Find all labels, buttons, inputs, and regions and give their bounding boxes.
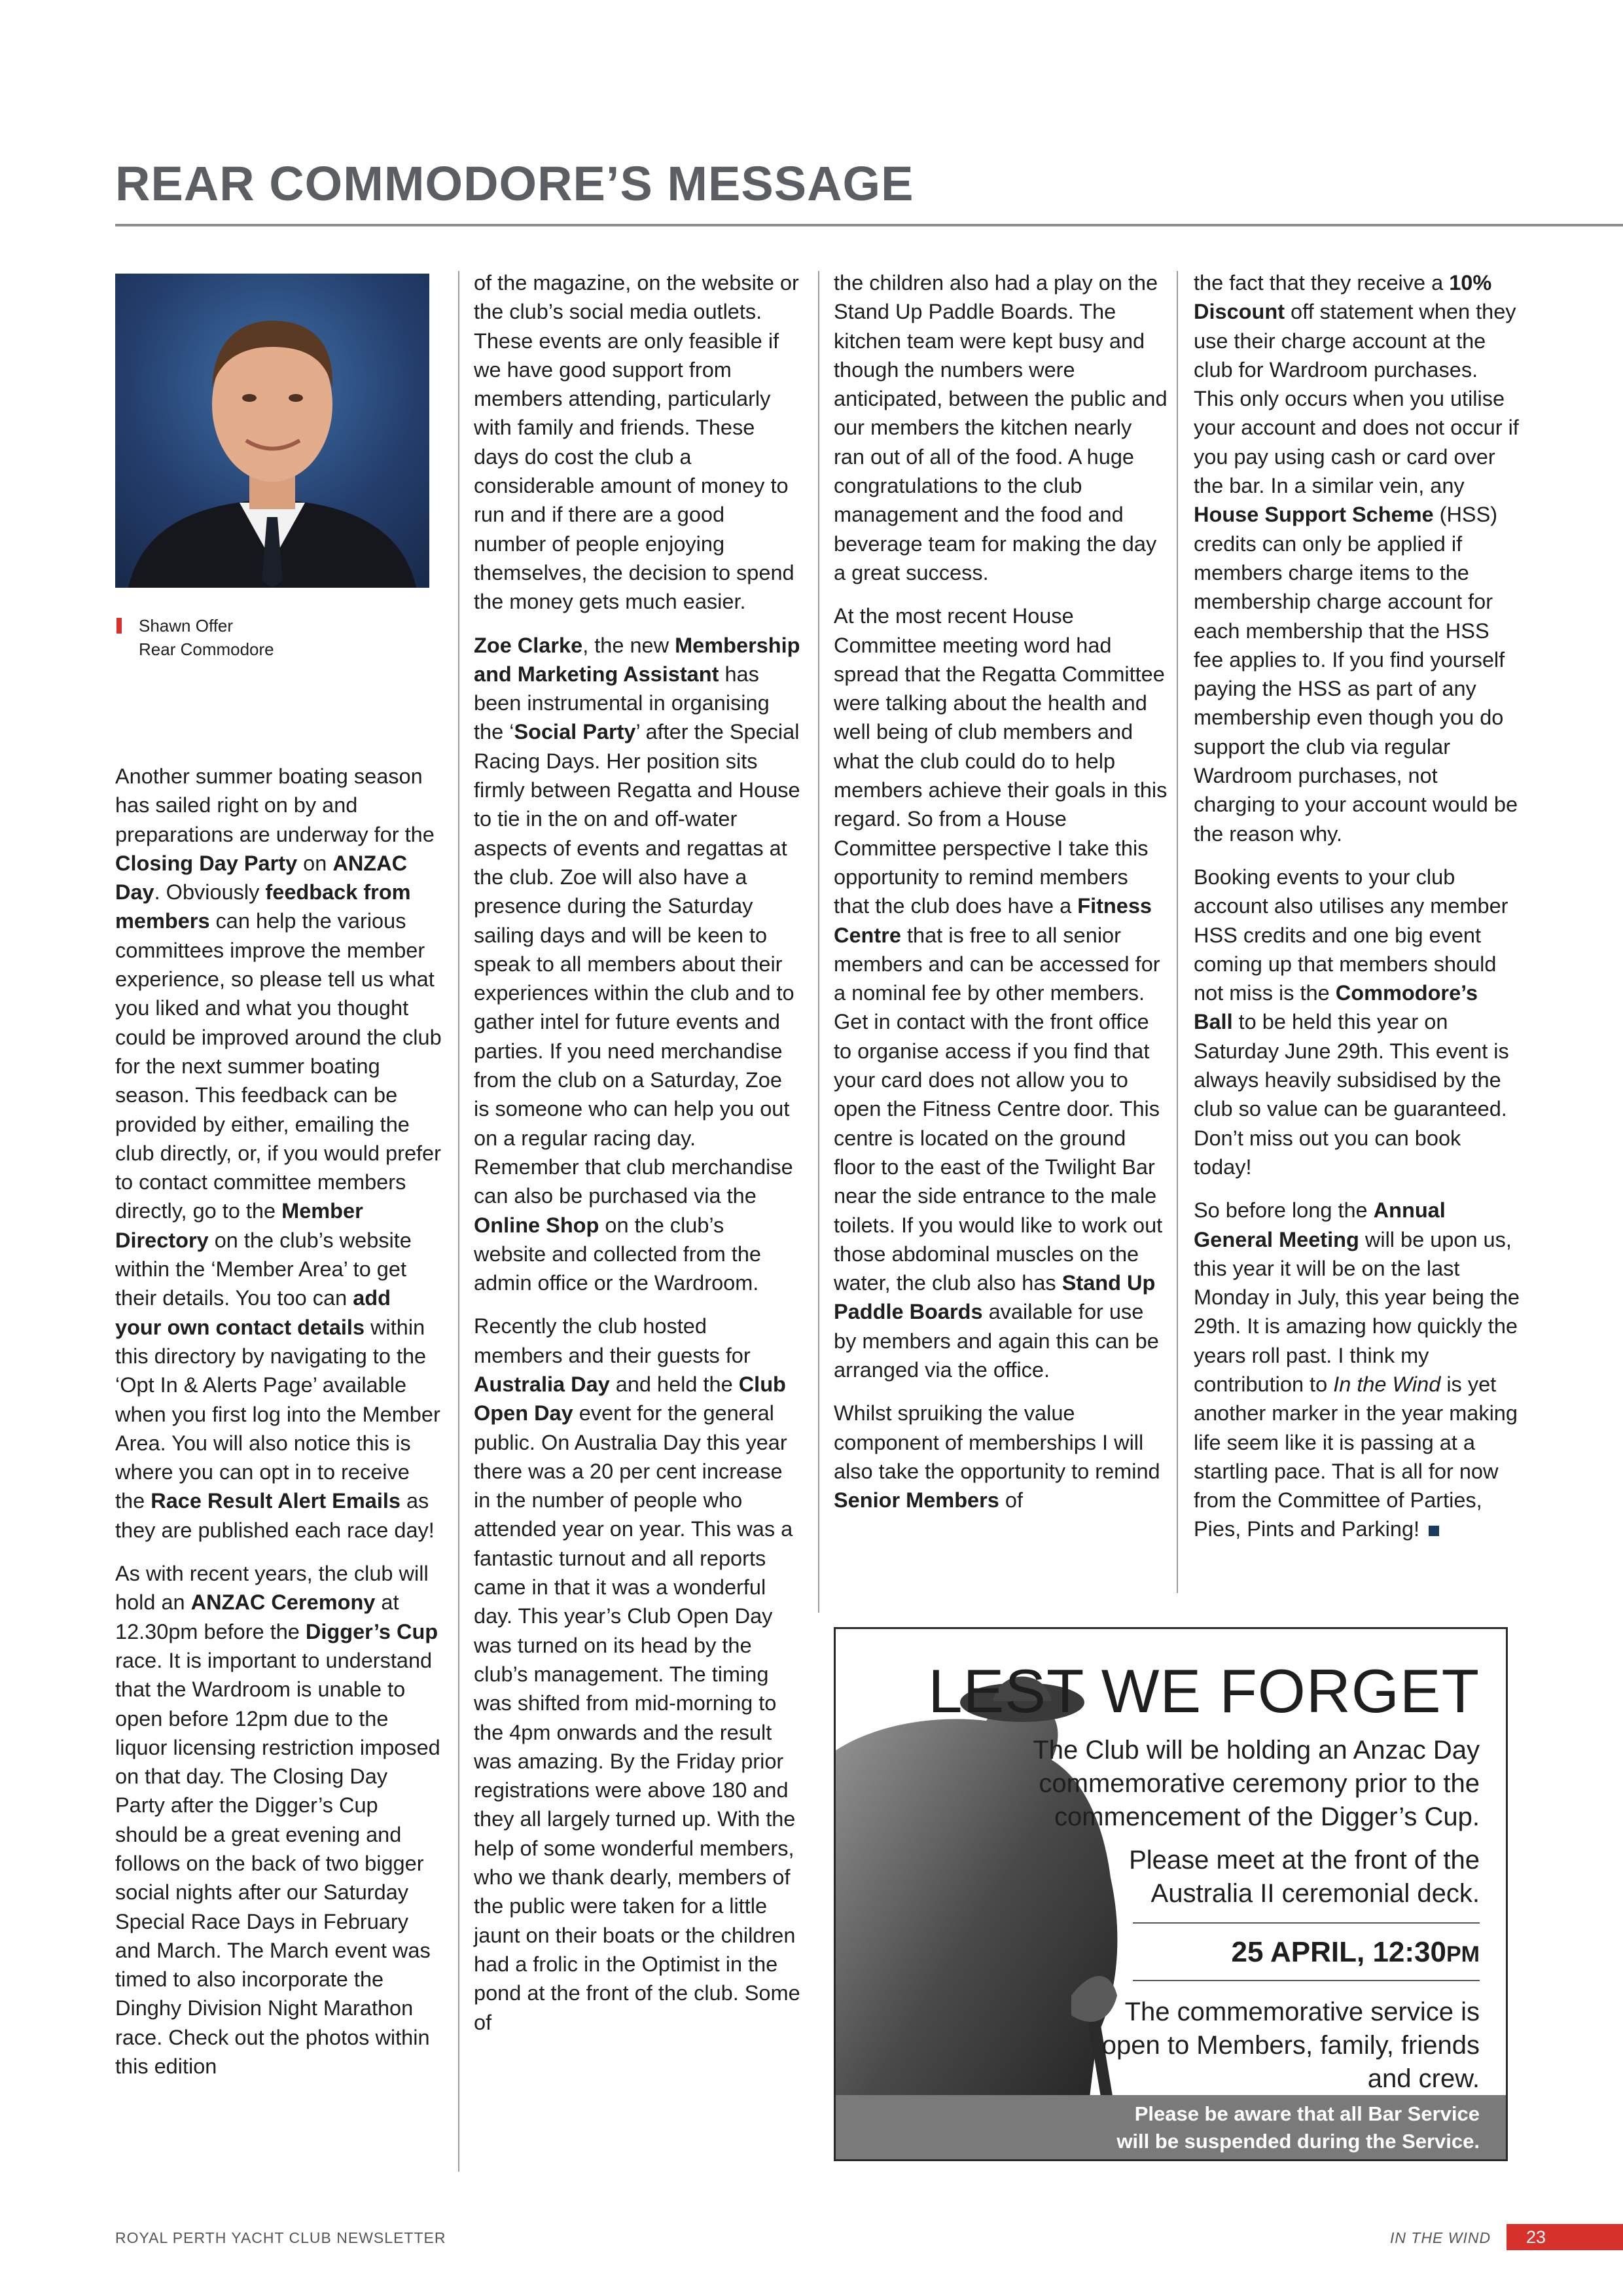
red-bar-icon <box>116 618 122 634</box>
text-run: . Obviously <box>154 880 266 905</box>
text-run: can help the various committees improve the member experience, so please tell us what you liked and what you thought could be improved around the club for the next summer boating season. This feedback can be provided by either, emailing the club directly, or, if you would prefer to contact committee members directly, go to the <box>115 909 442 1223</box>
anzac-notice-line-1: Please be aware that all Bar Service <box>1134 2102 1480 2125</box>
text-run: event for the general public. On Australia Day this year there was a 20 per cent increase in the number of people who attended year on year. This was a fantastic turnout and all reports came in that it was a wonderful day. This year’s Club Open Day was turned on its head by the club’s management. The timing was shifted from mid-morning to the 4pm onwards and the result was amazing. By the Friday prior registrations were above 180 and they all largely turned up. With the help of some wonderful members, who we thank dearly, members of the public were taken for a little jaunt on their boats or the children had a frolic in the Optimist in the pond at the front of the club. Some of <box>474 1401 800 2034</box>
text-run: (HSS) credits can only be applied if members charge items to the membership charge account for each membership that the HSS fee applies to. If you find yourself paying the HSS as part of any membership even though you do support the club via regular Wardroom purchases, not charging to your account would be the reason why. <box>1194 503 1518 846</box>
text-run: available for use by members and again this can be arranged via the office. <box>834 1300 1159 1382</box>
paragraph <box>1194 863 1521 1181</box>
text-run: Another summer boating season has sailed right on by and preparations are underway for the <box>115 764 435 846</box>
anzac-bar-notice <box>836 2095 1506 2159</box>
text-run: Whilst spruiking the value component of memberships I will also take the opportunity to remind <box>834 1401 1160 1483</box>
anzac-intro-text: The Club will be holding an Anzac Day commemorative ceremony prior to the commencement of the Digger’s Cup. <box>1033 1736 1480 1831</box>
italic-text: In the Wind <box>1333 1372 1441 1396</box>
text-run: off statement when they use their charge account at the club for Wardroom purchases. This only occurs when you utilise your account and does not occur if you pay using cash or card over the bar. In a similar vein, any <box>1194 300 1519 498</box>
bold-text: Zoe Clarke <box>474 633 583 657</box>
text-run: Recently the club hosted members and their guests for <box>474 1314 751 1367</box>
paragraph <box>1194 1196 1521 1544</box>
text-run: is yet another marker in the year making life seem like it is passing at a startling pace. That is all for now from the Committee of Parties, Pies, Pints and Parking! <box>1194 1372 1518 1541</box>
text-run: has been instrumental in organising the ‘ <box>474 662 770 744</box>
text-run: race. It is important to understand that the Wardroom is unable to open before 12pm due to the liquor licensing restriction imposed on that day. The Closing Day Party after the Digger’s Cup should be a great evening and follows on the back of two bigger social nights after our Saturday Special Race Days in February and March. The March event was timed to also incorporate the Dinghy Division Night Marathon race. Check out the photos within this edition <box>115 1648 440 2079</box>
paragraph <box>834 1399 1168 1515</box>
text-run: So before long the <box>1194 1198 1374 1223</box>
text-run: that is free to all senior members and can be accessed for a nominal fee by other members. Get in contact with the front office to organise access if you find that your card does not allow you to open the Fitness Centre door. This centre is located on the ground floor to the east of the Twilight Bar near the side entrance to the male toilets. If you would like to work out those abdominal muscles on the water, the club also has <box>834 923 1163 1295</box>
paragraph <box>834 601 1168 1384</box>
bold-text: Social Party <box>514 720 636 744</box>
bold-text: Digger’s Cup <box>305 1619 438 1643</box>
anzac-divider <box>1133 1922 1480 1924</box>
column-divider <box>818 271 819 1613</box>
text-run: Booking events to your club account also utilises any member HSS credits and one big event coming up that members should not miss is the <box>1194 865 1508 1005</box>
bold-text: Stand Up Paddle Boards <box>834 1271 1156 1324</box>
bold-text: Club Open Day <box>474 1372 786 1426</box>
anzac-date <box>1231 1933 1480 1974</box>
text-run: At the most recent House Committee meeting word had spread that the Regatta Committee were talking about the health and well being of club members and what the club could do to help members achieve their goals in this regard. So from a House Committee perspective I take this opportunity to remind members that the club does have a <box>834 604 1168 918</box>
caption-name: Shawn Offer <box>139 616 234 636</box>
anzac-title: LEST WE FORGET <box>928 1657 1480 1725</box>
bold-text: Membership and Marketing Assistant <box>474 633 800 686</box>
text-run: on <box>297 851 333 875</box>
portrait-illustration <box>115 274 429 588</box>
bold-text: Member Directory <box>115 1199 363 1252</box>
text-run: , the new <box>582 633 675 657</box>
anzac-location-text: Please meet at the front of the Australia II ceremonial deck. <box>1129 1846 1480 1908</box>
anzac-date-suffix: PM <box>1446 1942 1480 1967</box>
paragraph <box>834 268 1168 587</box>
paragraph <box>474 631 801 1298</box>
paragraph <box>115 1559 442 2081</box>
bold-text: Commodore’s Ball <box>1194 981 1478 1034</box>
bold-text: Closing Day Party <box>115 851 298 875</box>
paragraph <box>474 268 801 617</box>
title-rule <box>115 224 1623 226</box>
bold-text: feedback from members <box>115 880 411 933</box>
paragraph <box>474 1312 801 2036</box>
text-run: as they are published each race day! <box>115 1489 435 1542</box>
column-divider <box>458 271 459 2172</box>
anzac-date-text: 25 APRIL, 12:30 <box>1231 1936 1446 1968</box>
text-run: the children also had a play on the Stand Up Paddle Boards. The kitchen team were kept busy and though the numbers were anticipated, between the public and our members the kitchen nearly ran out of all of the food. A huge congratulations to the club management and the food and beverage team for making the day a great success. <box>834 271 1168 584</box>
paragraph <box>1194 268 1521 848</box>
article-column-1 <box>115 762 442 2095</box>
paragraph <box>115 762 442 1545</box>
text-run: to be held this year on Saturday June 29th. This event is always heavily subsidised by the club so value can be guaranteed. Don’t miss out you can book today! <box>1194 1010 1509 1179</box>
caption-role: Rear Commodore <box>139 639 274 659</box>
bold-text: House Support Scheme <box>1194 503 1434 527</box>
bold-text: add your own contact details <box>115 1286 391 1339</box>
article-column-3 <box>834 268 1168 1529</box>
text-run: on the club’s website and collected from the admin office or the Wardroom. <box>474 1213 761 1295</box>
text-run: the fact that they receive a <box>1194 271 1450 295</box>
bold-text: Fitness Centre <box>834 894 1152 947</box>
bold-text: ANZAC Day <box>115 851 408 905</box>
page-title: REAR COMMODORE’S MESSAGE <box>115 156 914 211</box>
text-run: at 12.30pm before the <box>115 1590 399 1643</box>
bold-text: Senior Members <box>834 1488 999 1513</box>
footer-publication: ROYAL PERTH YACHT CLUB NEWSLETTER <box>115 2229 446 2246</box>
text-run: within this directory by navigating to the ‘Opt In & Alerts Page’ available when you first log into the Member Area. You will also notice this is where you can opt in to receive the <box>115 1315 440 1513</box>
text-run: on the club’s website within the ‘Member Area’ to get their details. You too can <box>115 1228 412 1310</box>
square-end-mark-icon <box>1429 1526 1439 1536</box>
anzac-notice-box <box>834 1627 1508 2161</box>
bold-text: Australia Day <box>474 1372 610 1396</box>
portrait-photo <box>115 274 429 588</box>
photo-caption <box>115 614 429 661</box>
bold-text: 10% Discount <box>1194 271 1492 324</box>
bold-text: Online Shop <box>474 1213 599 1237</box>
article-column-2 <box>474 268 801 2051</box>
bold-text: Annual General Meeting <box>1194 1198 1446 1251</box>
text-run: ’ after the Special Racing Days. Her position sits firmly between Regatta and House to tie in the on and off-water aspects of events and regattas at the club. Zoe will also have a presence during the Saturday sailing days and will be keen to speak to all members about their experiences within the club and to gather intel for future events and parties. If you need merchandise from the club on a Saturday, Zoe is someone who can help you out on a regular racing day. Remember that club merchandise can also be purchased via the <box>474 720 800 1208</box>
text-run: of the magazine, on the website or the club’s social media outlets. These events are only feasible if we have good support from members attending, particularly with family and friends. These days do cost the club a considerable amount of money to run and if there are a good number of people enjoying themselves, the decision to spend the money gets much easier. <box>474 271 799 614</box>
text-run: of <box>999 1488 1023 1513</box>
bold-text: ANZAC Ceremony <box>190 1590 376 1615</box>
anzac-divider <box>1133 1980 1480 1981</box>
text-run: As with recent years, the club will hold an <box>115 1562 429 1615</box>
page-number: 23 <box>1507 2224 1623 2250</box>
anzac-service-text: The commemorative service is open to Members, family, friends and crew. <box>1101 1998 1480 2093</box>
column-divider <box>1177 271 1178 1593</box>
bold-text: Race Result Alert Emails <box>151 1489 401 1513</box>
article-column-4 <box>1194 268 1521 1558</box>
footer-magazine-name: IN THE WIND <box>1390 2229 1491 2246</box>
text-run: and held the <box>609 1372 739 1396</box>
anzac-notice-line-2: will be suspended during the Service. <box>1116 2130 1480 2153</box>
text-run: will be upon us, this year it will be on the last Monday in July, this year being the 29th. It is amazing how quickly the years roll past. I think my contribution to <box>1194 1227 1520 1396</box>
